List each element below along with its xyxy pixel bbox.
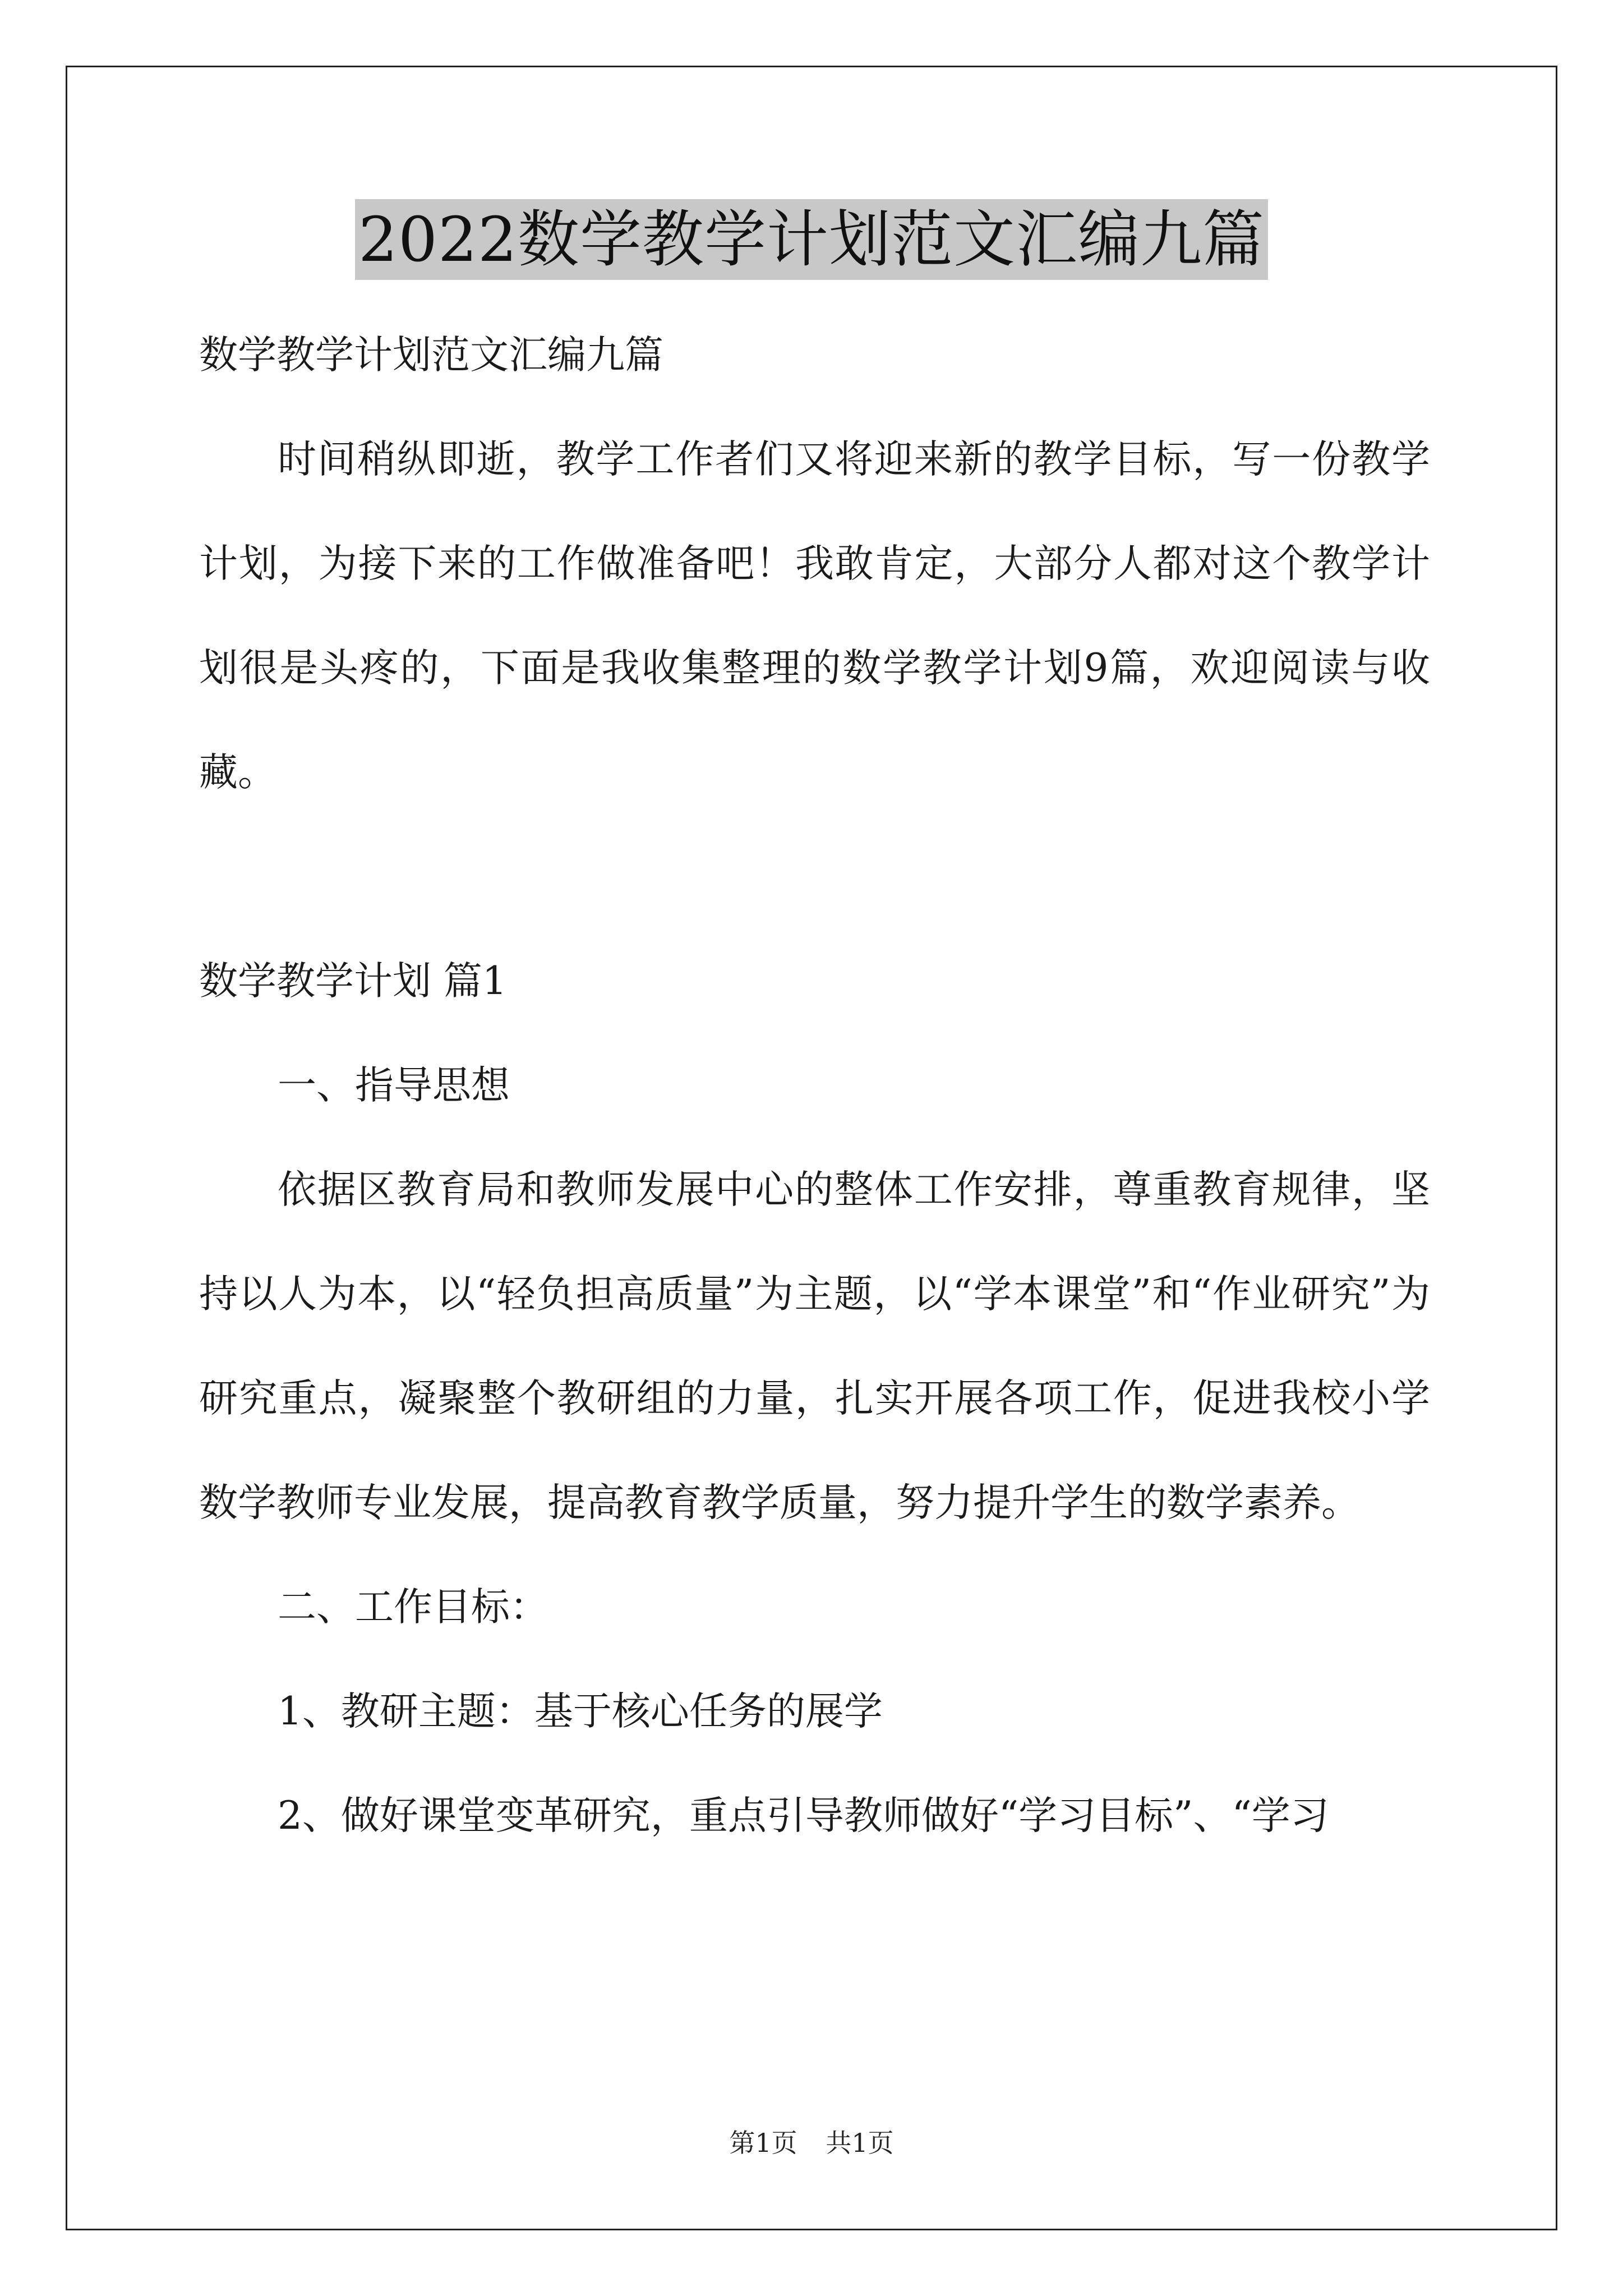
section-gap [199, 825, 1430, 929]
page-footer [0, 2126, 1623, 2160]
list-item: 2、做好课堂变革研究，重点引导教师做好“学习目标”、“学习 [278, 1793, 1329, 1838]
part1-paragraph: 依据区教育局和教师发展中心的整体工作安排，尊重教育规律，坚持以人为本，以“轻负担高质量”为主题，以“学本课堂”和“作业研究”为研究重点，凝聚整个教研组的力量，扎实开展各项工作，促进我校小学数学教师专业发展，提高教育教学质量，努力提升学生的数学素养。 [199, 1167, 1430, 1525]
document-subtitle: 数学教学计划范文汇编九篇 [199, 333, 663, 378]
part1-heading: 一、指导思想 [278, 1063, 510, 1108]
section-heading: 数学教学计划 篇1 [199, 959, 507, 1004]
part2-heading: 二、工作目标： [278, 1585, 548, 1630]
intro-paragraph: 时间稍纵即逝，教学工作者们又将迎来新的教学目标，写一份教学计划，为接下来的工作做准备吧！我敢肯定，大部分人都对这个教学计划很是头疼的，下面是我收集整理的数学教学计划9篇，欢迎阅读与收藏。 [199, 437, 1430, 795]
document-body [199, 303, 1430, 1868]
page-total: 共1页 [826, 2128, 894, 2158]
page-number: 第1页 [729, 2128, 797, 2158]
document-title: 2022数学教学计划范文汇编九篇 [355, 199, 1268, 280]
list-item: 1、教研主题：基于核心任务的展学 [278, 1689, 883, 1734]
title-container [0, 199, 1623, 280]
